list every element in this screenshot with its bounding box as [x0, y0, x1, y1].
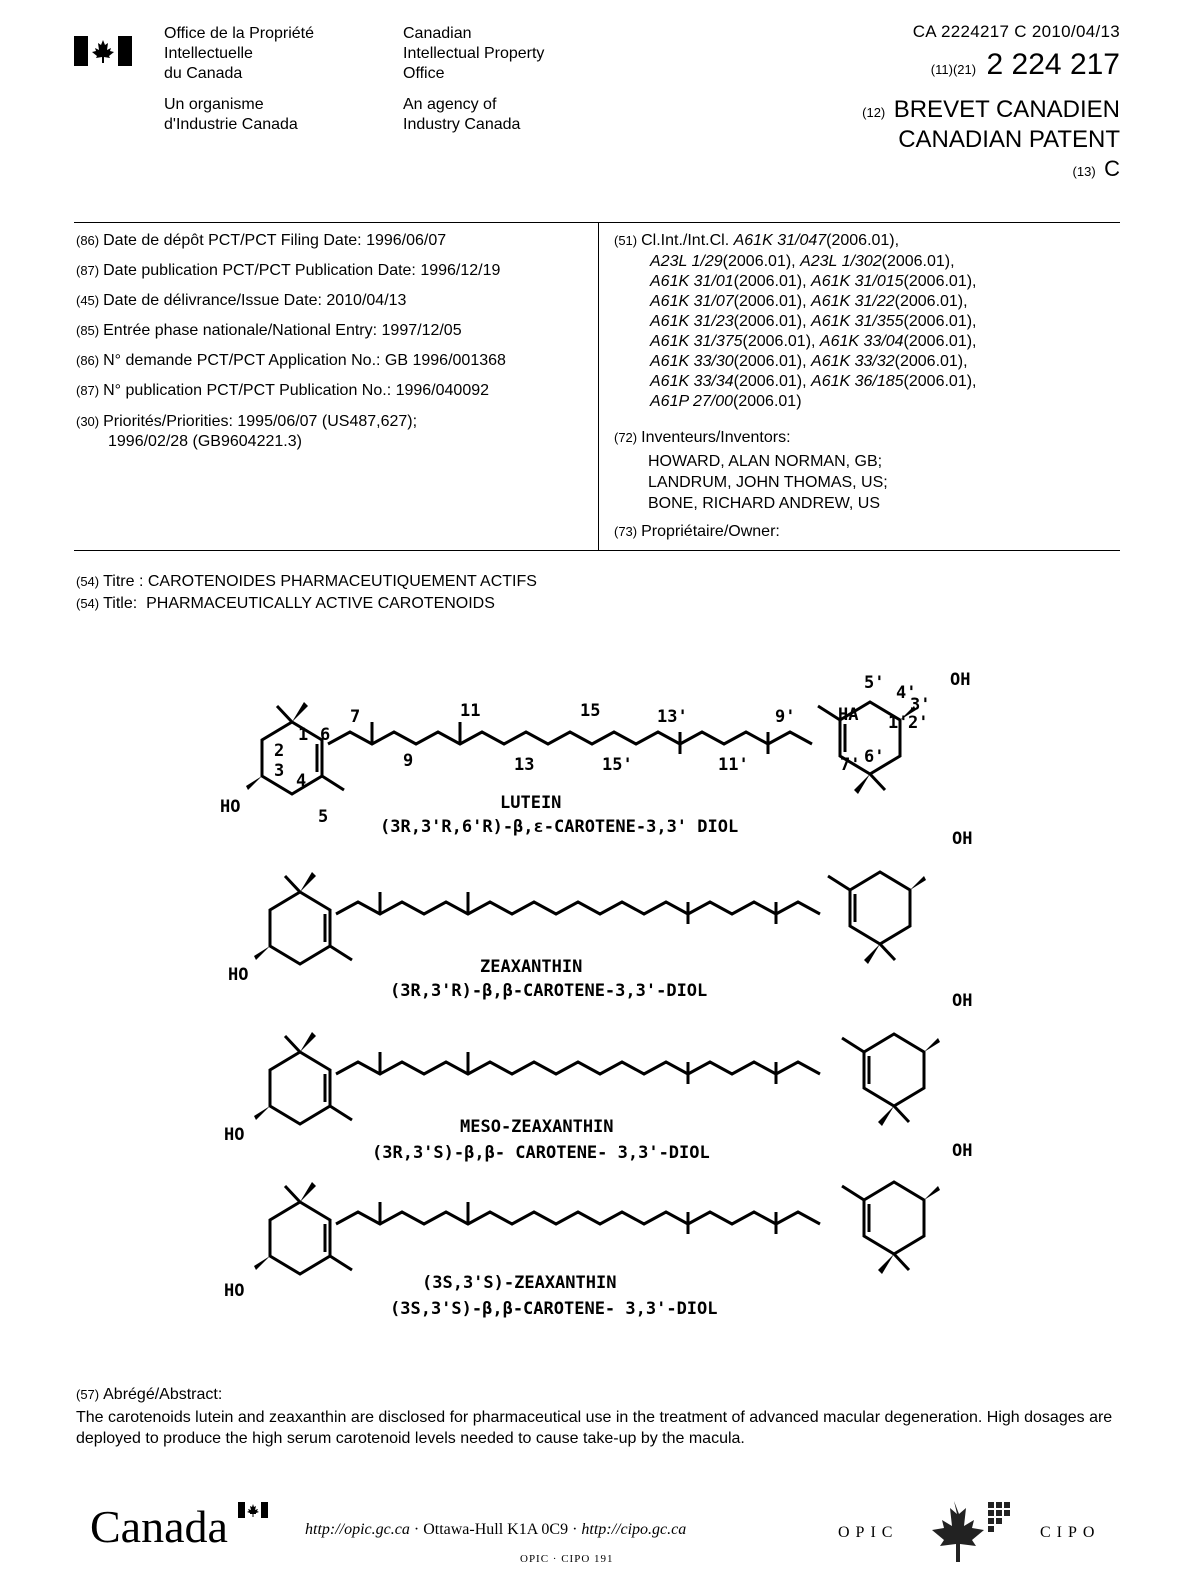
patent-type-fr: BREVET CANADIEN — [893, 96, 1120, 123]
ipc-version: (2006.01), — [894, 293, 968, 310]
field-code: (87) — [76, 383, 100, 398]
locant: 5' — [864, 673, 885, 693]
ipc-code: A61K 31/07 — [650, 293, 734, 310]
field-inventors — [614, 429, 791, 447]
ipc-code: A61K 33/04 — [819, 333, 904, 350]
ipc-version: (2006.01), — [903, 313, 977, 330]
ipc-version: (2006.01), — [742, 333, 816, 350]
ipc-code: A61K 31/355 — [811, 313, 904, 330]
ipc-code: A61K 31/015 — [811, 273, 904, 290]
meso-zeaxanthin-structure — [224, 991, 972, 1163]
field-text: N° demande PCT/PCT Application No.: GB 1996/001368 — [103, 352, 506, 369]
locant: 7 — [350, 707, 361, 727]
field-label: Propriétaire/Owner: — [641, 523, 780, 540]
locant: 1' — [888, 713, 909, 733]
ipc-version: (2006.01), — [733, 293, 807, 310]
field-issue-date — [76, 292, 406, 310]
field-label: Inventeurs/Inventors: — [641, 429, 791, 446]
locant: 11 — [460, 701, 481, 721]
field-code: (86) — [76, 353, 100, 368]
address: Ottawa-Hull K1A 0C9 — [423, 1521, 569, 1538]
ipc-version: (2006.01), — [894, 353, 968, 370]
maple-leaf-logo-icon — [914, 1496, 1024, 1566]
locant: 2 — [274, 741, 285, 761]
ipc-code: A61K 31/23 — [650, 313, 734, 330]
structure-formula: (3S,3'S)-β,β-CAROTENE- 3,3'-DIOL — [390, 1299, 718, 1319]
office-fr-line1: Office de la Propriété — [164, 25, 315, 42]
ipc-code: A61K 31/047 — [733, 232, 827, 249]
field-text: Entrée phase nationale/National Entry: 1997/12/05 — [103, 322, 462, 339]
ipc-version: (2006.01), — [733, 313, 807, 330]
wordmark-text: Canada — [90, 1501, 228, 1552]
lutein-structure — [220, 670, 970, 837]
office-name-fr — [164, 24, 314, 84]
field-national-entry — [76, 322, 462, 340]
structure-name: (3S,3'S)-ZEAXANTHIN — [422, 1273, 617, 1293]
ha-label: HA — [838, 705, 859, 725]
locant: 7' — [840, 755, 861, 775]
kind-code: (13) — [1072, 164, 1096, 179]
document-id: CA 2224217 C 2010/04/13 — [912, 22, 1120, 41]
locant: 13 — [514, 755, 535, 775]
ipc-code: A23L 1/29 — [650, 253, 723, 270]
inventor-list — [648, 451, 888, 514]
agency-fr-line2: d'Industrie Canada — [164, 116, 298, 133]
locant: 5 — [318, 807, 329, 827]
ipc-version: (2006.01), — [722, 253, 796, 270]
ipc-code: A61K 31/375 — [650, 333, 743, 350]
structure-name: LUTEIN — [500, 793, 562, 813]
field-pct-publication-date — [76, 262, 500, 280]
field-label: Cl.Int./Int.Cl. — [641, 232, 730, 249]
ipc-code: A61K 33/32 — [811, 353, 895, 370]
locant: 2' — [908, 713, 929, 733]
inventor-name: HOWARD, ALAN NORMAN, GB; — [648, 453, 883, 470]
field-pct-filing-date — [76, 232, 446, 250]
ipc-version: (2006.01), — [733, 273, 807, 290]
column-divider — [598, 222, 599, 550]
field-code: (73) — [614, 524, 638, 539]
field-text: Priorités/Priorities: 1995/06/07 (US487,627); — [103, 413, 418, 430]
locant: 4' — [896, 683, 917, 703]
opic-label: OPIC — [838, 1524, 899, 1541]
ipc-code: A61K 33/34 — [650, 373, 734, 390]
ho-label: HO — [224, 1125, 245, 1145]
structure-name: MESO-ZEAXANTHIN — [460, 1117, 614, 1137]
cipo-label: CIPO — [1040, 1524, 1101, 1541]
office-en-line2: Intellectual Property — [403, 45, 545, 62]
cipo-url-link[interactable]: http://cipo.gc.ca — [581, 1521, 687, 1538]
inventor-name: BONE, RICHARD ANDREW, US — [648, 495, 881, 512]
field-code: (30) — [76, 414, 100, 429]
ipc-line — [650, 253, 955, 271]
oh-label: OH — [952, 829, 973, 849]
office-name-en — [403, 24, 544, 84]
agency-en — [403, 95, 520, 135]
oh-label: OH — [952, 1141, 973, 1161]
field-pct-application-no — [76, 352, 506, 370]
office-en-line1: Canadian — [403, 25, 472, 42]
agency-fr-line1: Un organisme — [164, 96, 264, 113]
locant: 15' — [602, 755, 633, 775]
agency-en-line1: An agency of — [403, 96, 497, 113]
structures-figure — [200, 660, 1000, 1330]
locant: 13' — [657, 707, 688, 727]
ipc-line — [650, 333, 976, 351]
ipc-version: (2006.01), — [733, 373, 807, 390]
ipc-code: A61K 33/30 — [650, 353, 734, 370]
oh-label: OH — [952, 991, 973, 1011]
wordmark-flag-icon — [238, 1502, 268, 1518]
kind-block — [1073, 156, 1120, 182]
field-owner — [614, 523, 780, 541]
inventor-name: LANDRUM, JOHN THOMAS, US; — [648, 474, 888, 491]
abstract-heading — [76, 1386, 222, 1404]
office-en-line3: Office — [403, 65, 445, 82]
field-code: (85) — [76, 323, 100, 338]
ipc-line — [650, 273, 976, 291]
ipc-line — [650, 293, 968, 311]
separator: · — [413, 1521, 420, 1538]
patent-number-block — [931, 48, 1120, 82]
field-code: (72) — [614, 430, 638, 445]
type-code: (12) — [862, 105, 886, 120]
ipc-version: (2006.01), — [826, 232, 900, 249]
ipc-code: A61K 31/22 — [811, 293, 895, 310]
kind: C — [1104, 156, 1120, 181]
field-code: (54) — [76, 574, 100, 589]
office-fr-line2: Intellectuelle — [164, 45, 253, 62]
field-text: Date publication PCT/PCT Publication Date: 1996/12/19 — [103, 262, 501, 279]
locant: 6 — [320, 725, 331, 745]
zeaxanthin-structure — [228, 829, 972, 1001]
footer-contact — [305, 1521, 686, 1539]
field-priorities — [76, 412, 417, 452]
locant: 3' — [910, 695, 931, 715]
ipc-code: A23L 1/302 — [800, 253, 882, 270]
locant: 11' — [718, 755, 749, 775]
structure-formula: (3R,3'R,6'R)-β,ε-CAROTENE-3,3' DIOL — [380, 817, 739, 837]
field-code: (54) — [76, 596, 100, 611]
ipc-code: A61K 36/185 — [811, 373, 904, 390]
abstract-text: The carotenoids lutein and zeaxanthin are disclosed for pharmaceutical use in the treatment of advanced macular degeneration. High dosages are deployed to produce the high serum carotenoid levels needed to cause take-up by the macula. — [76, 1409, 1113, 1447]
locant: 9' — [775, 707, 796, 727]
patent-type-en: CANADIAN PATENT — [898, 126, 1120, 153]
locant: 15 — [580, 701, 601, 721]
field-code: (57) — [76, 1387, 100, 1402]
ipc-line — [650, 353, 968, 371]
ipc-code: A61P 27/00 — [650, 393, 734, 410]
top-rule — [74, 222, 1120, 223]
bottom-rule — [74, 550, 1120, 551]
pub-code: (11)(21) — [930, 62, 977, 77]
structure-formula: (3R,3'S)-β,β- CAROTENE- 3,3'-DIOL — [372, 1143, 710, 1163]
field-code: (45) — [76, 293, 100, 308]
office-fr-line3: du Canada — [164, 65, 243, 82]
ipc-version: (2006.01), — [903, 273, 977, 290]
patent-number: 2 224 217 — [986, 48, 1120, 81]
title-fr — [76, 573, 537, 591]
ipc-version: (2006.01), — [903, 333, 977, 350]
opic-url-link[interactable]: http://opic.gc.ca — [305, 1521, 410, 1538]
structure-name: ZEAXANTHIN — [480, 957, 583, 977]
title-text: Title: PHARMACEUTICALLY ACTIVE CAROTENOIDS — [103, 595, 495, 612]
field-code: (87) — [76, 263, 100, 278]
locant: 3 — [274, 761, 285, 781]
agency-en-line2: Industry Canada — [403, 116, 521, 133]
field-text: Date de dépôt PCT/PCT Filing Date: 1996/06/07 — [103, 232, 447, 249]
agency-fr — [164, 95, 298, 135]
oh-label: OH — [950, 670, 971, 690]
locant: 1 — [298, 725, 309, 745]
ipc-version: (2006.01), — [881, 253, 955, 270]
ipc-line — [650, 393, 802, 411]
locant: 4 — [296, 771, 307, 791]
3s3s-zeaxanthin-structure — [224, 1141, 972, 1319]
field-code: (86) — [76, 233, 100, 248]
abstract-label: Abrégé/Abstract: — [103, 1386, 223, 1403]
structure-formula: (3R,3'R)-β,β-CAROTENE-3,3'-DIOL — [390, 981, 708, 1001]
locant: 6' — [864, 747, 885, 767]
field-text-continued: 1996/02/28 (GB9604221.3) — [108, 433, 302, 450]
title-en — [76, 595, 495, 613]
separator: · — [572, 1521, 578, 1538]
ho-label: HO — [220, 797, 241, 817]
patent-type-fr-block — [862, 96, 1120, 124]
canada-flag-icon — [74, 36, 132, 66]
field-pct-publication-no — [76, 382, 489, 400]
field-classification — [614, 232, 899, 250]
form-number: OPIC · CIPO 191 — [520, 1553, 614, 1565]
ipc-version: (2006.01) — [733, 393, 802, 410]
title-text: Titre : CAROTENOIDES PHARMACEUTIQUEMENT ACTIFS — [103, 573, 537, 590]
ho-label: HO — [228, 965, 249, 985]
field-text: Date de délivrance/Issue Date: 2010/04/13 — [103, 292, 407, 309]
locant: 9 — [403, 751, 414, 771]
ipc-line — [650, 373, 976, 391]
ipc-code: A61K 31/01 — [650, 273, 734, 290]
field-code: (51) — [614, 233, 638, 248]
ipc-version: (2006.01), — [903, 373, 977, 390]
field-text: N° publication PCT/PCT Publication No.: 1996/040092 — [103, 382, 490, 399]
ipc-version: (2006.01), — [733, 353, 807, 370]
ho-label: HO — [224, 1281, 245, 1301]
canada-wordmark — [90, 1500, 228, 1553]
ipc-line — [650, 313, 976, 331]
